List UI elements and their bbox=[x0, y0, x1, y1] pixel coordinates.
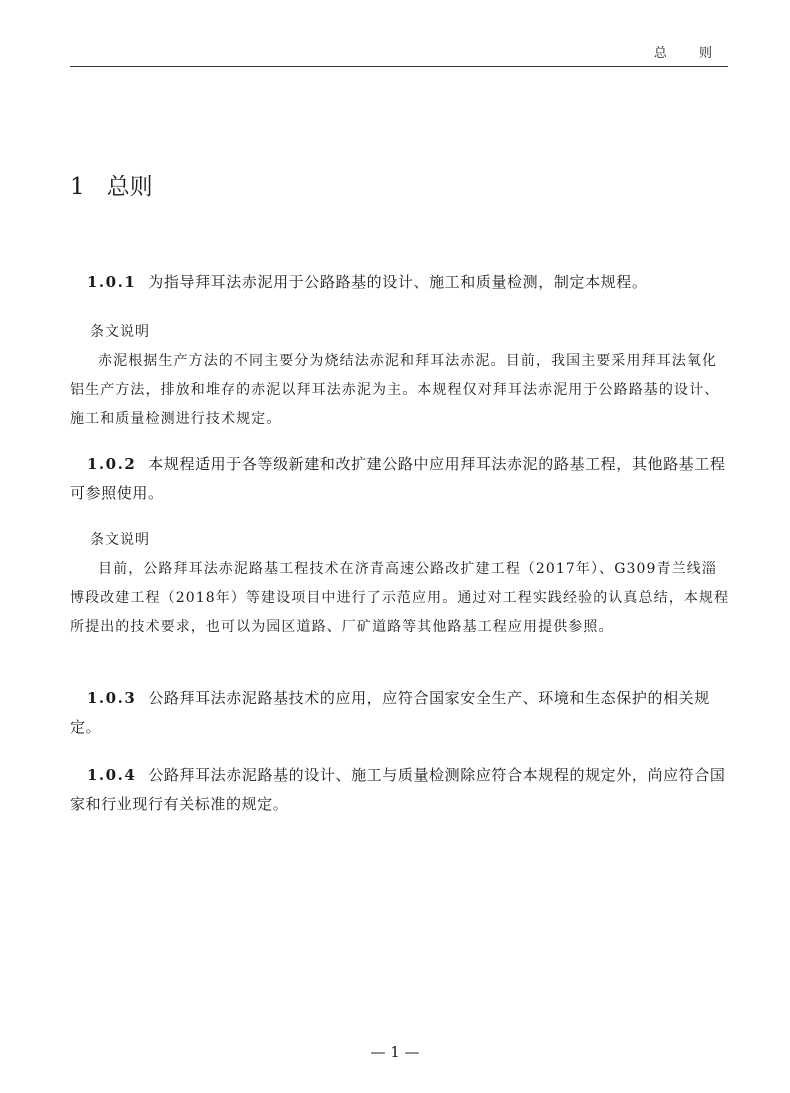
chapter-heading bbox=[70, 168, 153, 201]
clause-number: 1.0.3 bbox=[87, 689, 137, 707]
clause-number: 1.0.2 bbox=[87, 455, 137, 473]
note-text: 目前，公路拜耳法赤泥路基工程技术在济青高速公路改扩建工程（2017年）、G309青兰线淄博段改建工程（2018年）等建设项目中进行了示范应用。通过对工程实践经验的认真总结，本规程所提出的技术要求，也可以为园区道路、厂矿道路等其他路基工程应用提供参照。 bbox=[70, 561, 730, 635]
clause-number: 1.0.4 bbox=[87, 766, 137, 784]
clause-text: 公路拜耳法赤泥路基技术的应用，应符合国家安全生产、环境和生态保护的相关规定。 bbox=[70, 689, 710, 736]
note-text: 赤泥根据生产方法的不同主要分为烧结法赤泥和拜耳法赤泥。目前，我国主要采用拜耳法氧化铝生产方法，排放和堆存的赤泥以拜耳法赤泥为主。本规程仅对拜耳法赤泥用于公路路基的设计、施工和质量检测进行技术规定。 bbox=[70, 353, 720, 427]
clause-number: 1.0.1 bbox=[87, 273, 137, 291]
chapter-title: 总则 bbox=[106, 174, 153, 200]
chapter-number: 1 bbox=[70, 174, 85, 200]
clause-1-0-1 bbox=[70, 268, 730, 297]
note-heading: 条文说明 bbox=[90, 532, 150, 548]
clause-1-0-2 bbox=[70, 450, 730, 508]
clause-text: 公路拜耳法赤泥路基的设计、施工与质量检测除应符合本规程的规定外，尚应符合国家和行业现行有关标准的规定。 bbox=[70, 766, 726, 813]
header-title: 总 则 bbox=[653, 46, 726, 61]
page-number: — 1 — bbox=[370, 1043, 420, 1061]
running-header bbox=[70, 42, 728, 67]
clause-1-0-3 bbox=[70, 684, 730, 742]
note-1 bbox=[70, 318, 730, 434]
clause-text: 为指导拜耳法赤泥用于公路路基的设计、施工和质量检测，制定本规程。 bbox=[148, 273, 648, 291]
note-heading: 条文说明 bbox=[90, 324, 150, 340]
note-2 bbox=[70, 526, 730, 642]
clause-text: 本规程适用于各等级新建和改扩建公路中应用拜耳法赤泥的路基工程，其他路基工程可参照使用。 bbox=[70, 455, 726, 502]
clause-1-0-4 bbox=[70, 761, 730, 819]
